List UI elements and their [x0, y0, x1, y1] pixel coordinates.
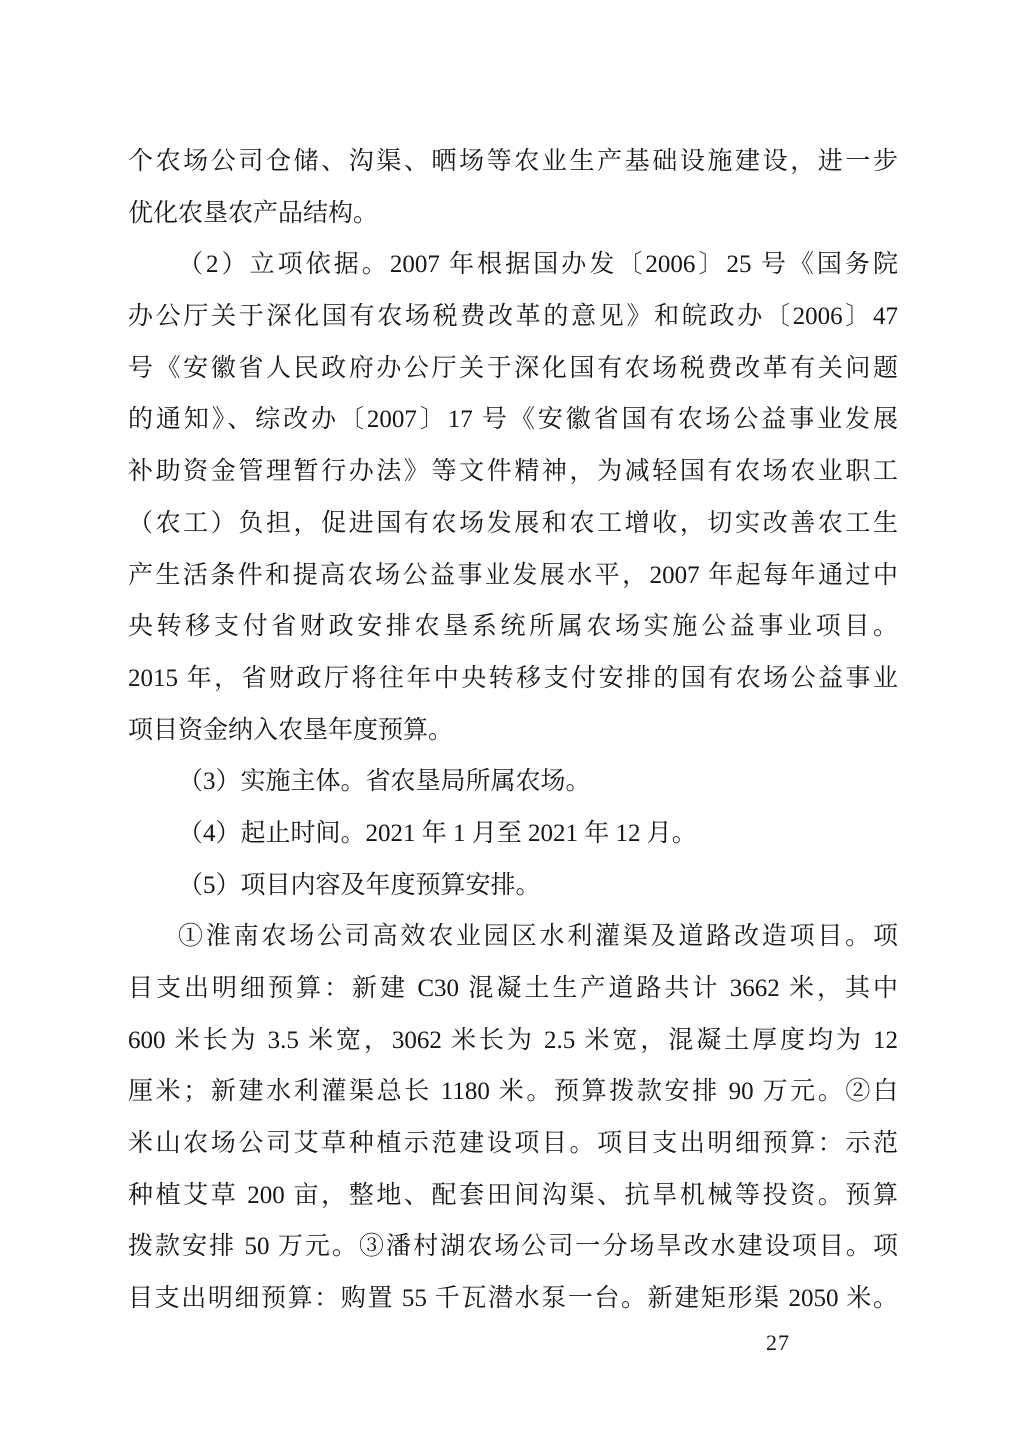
text-line: 个农场公司仓储、沟渠、晒场等农业生产基础设施建设，进一步 [128, 148, 898, 175]
text-block [128, 136, 898, 1325]
text-line: 拨款安排 50 万元。③潘村湖农场公司一分场旱改水建设项目。项 [128, 1233, 898, 1261]
text-line: 补助资金管理暂行办法》等文件精神，为减轻国有农场农业职工 [128, 458, 898, 486]
text-line: 米山农场公司艾草种植示范建设项目。项目支出明细预算：示范 [128, 1130, 898, 1158]
text-line: 目支出明细预算：购置 55 千瓦潜水泵一台。新建矩形渠 2050 米。 [128, 1285, 898, 1313]
text-line: （4）起止时间。2021 年 1 月至 2021 年 12 月。 [178, 819, 697, 847]
page-number: 27 [766, 1330, 790, 1355]
text-line: 600 米长为 3.5 米宽，3062 米长为 2.5 米宽，混凝土厚度均为 12 [128, 1026, 898, 1054]
text-line: 央转移支付省财政安排农垦系统所属农场实施公益事业项目。 [128, 613, 898, 641]
text-line: （5）项目内容及年度预算安排。 [178, 871, 541, 899]
text-line: 2015 年，省财政厅将往年中央转移支付安排的国有农场公益事业 [128, 664, 898, 692]
text-line: 项目资金纳入农垦年度预算。 [128, 716, 454, 744]
text-line: （3）实施主体。省农垦局所属农场。 [178, 768, 591, 796]
text-line: ①淮南农场公司高效农业园区水利灌渠及道路改造项目。项 [178, 923, 898, 951]
text-line: （农工）负担，促进国有农场发展和农工增收，切实改善农工生 [128, 509, 898, 537]
text-line: 种植艾草 200 亩，整地、配套田间沟渠、抗旱机械等投资。预算 [128, 1181, 898, 1209]
text-line: 号《安徽省人民政府办公厅关于深化国有农场税费改革有关问题 [128, 354, 898, 382]
text-line: 的通知》、综改办〔2007〕17 号《安徽省国有农场公益事业发展 [128, 406, 898, 434]
text-line: 目支出明细预算：新建 C30 混凝土生产道路共计 3662 米，其中 [128, 975, 898, 1002]
text-line: 产生活条件和提高农场公益事业发展水平，2007 年起每年通过中 [128, 561, 898, 589]
text-line: 办公厅关于深化国有农场税费改革的意见》和皖政办〔2006〕47 [128, 303, 898, 331]
text-line: 优化农垦农产品结构。 [128, 199, 379, 227]
text-line: （2）立项依据。2007 年根据国办发〔2006〕25 号《国务院 [178, 251, 898, 279]
text-line: 厘米；新建水利灌渠总长 1180 米。预算拨款安排 90 万元。②白 [128, 1078, 898, 1106]
